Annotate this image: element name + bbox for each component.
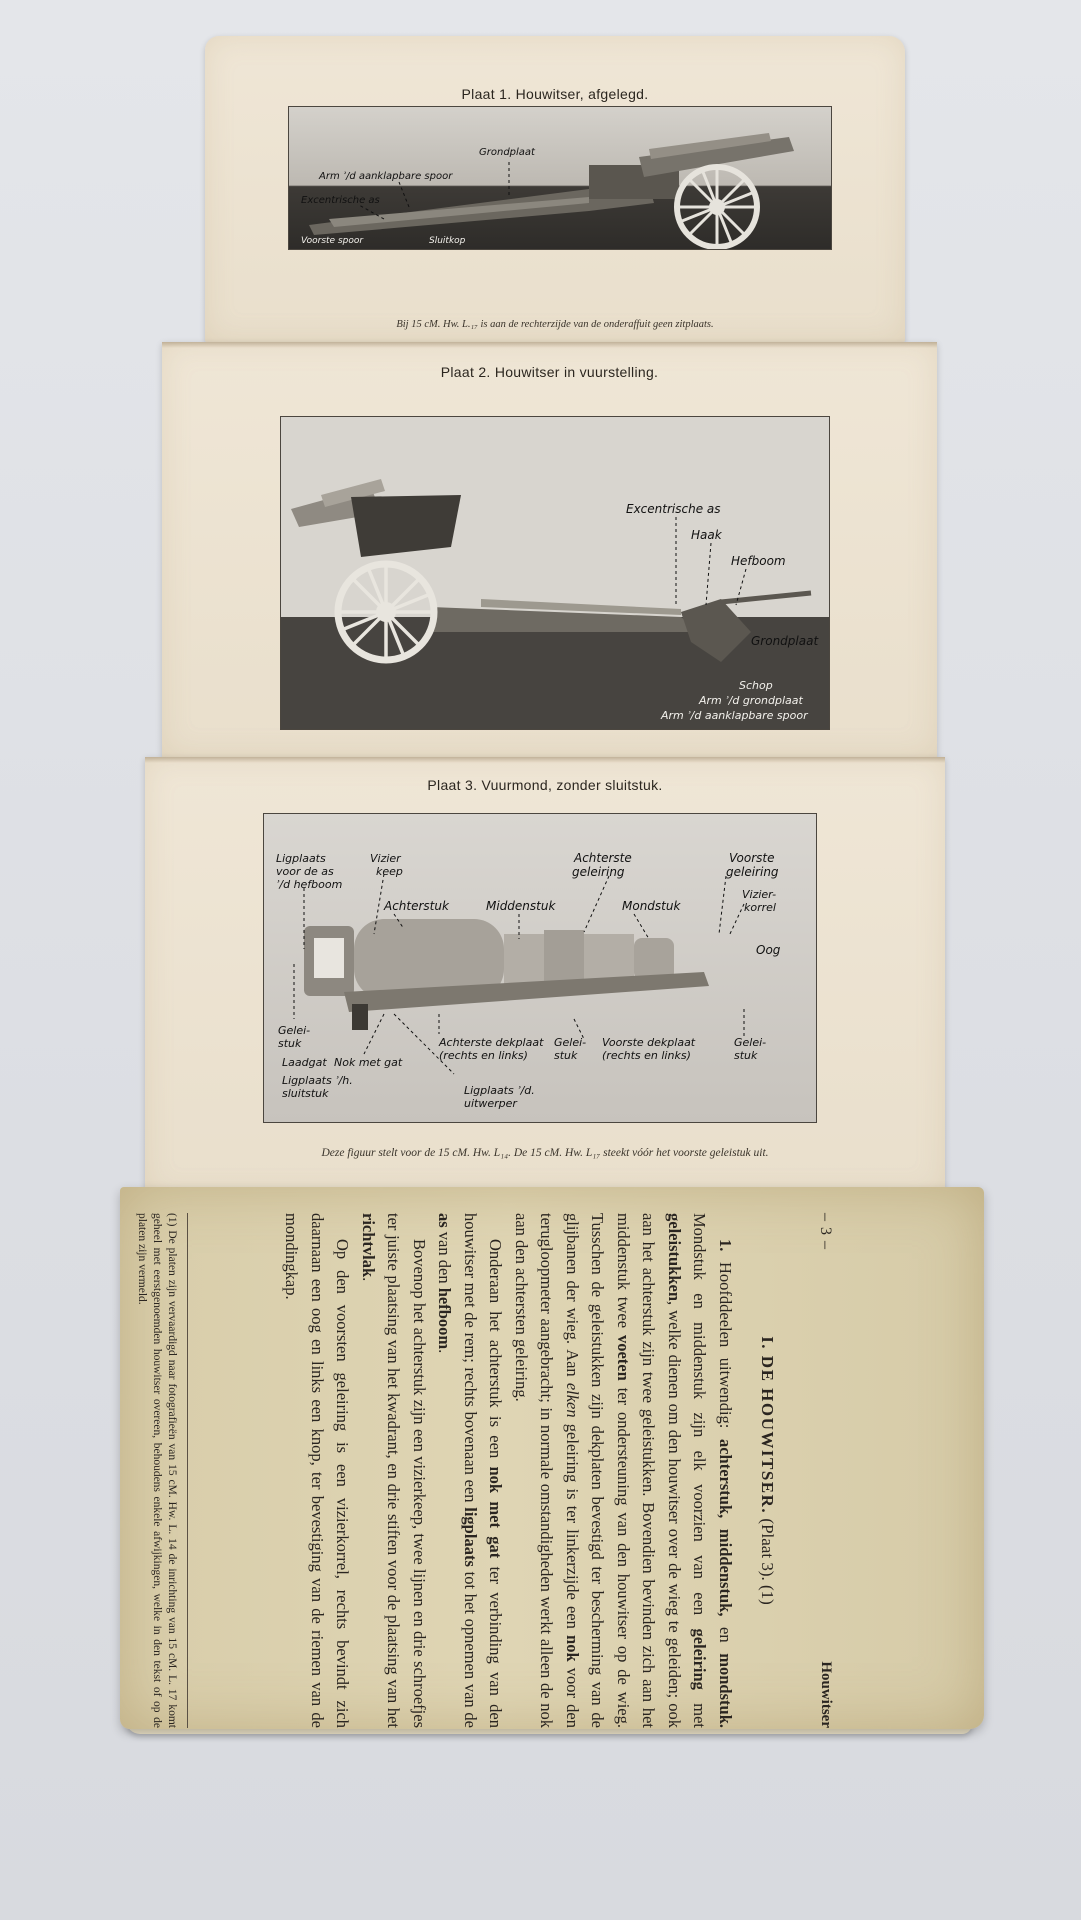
plate-3-label-voorste-dekplaat-1: Voorste dekplaat	[602, 1036, 696, 1049]
plate-2-label-schop: Schop	[739, 679, 773, 692]
plate-2-label-hefboom: Hefboom	[731, 554, 786, 568]
plate-3-label-uitwerper-2: uitwerper	[464, 1097, 517, 1110]
barrel-without-breech-illustration	[264, 814, 816, 1122]
page-body	[279, 1213, 738, 1728]
plate-1-label-sluitkop: Sluitkop	[429, 236, 466, 246]
running-head	[808, 1213, 838, 1728]
svg-text:Voorste geleiring	[726, 851, 779, 879]
plate-3-label-middenstuk: Middenstuk	[486, 899, 556, 913]
plate-3-label-geleiring: geleiring	[572, 865, 625, 879]
plate-1-photo	[288, 106, 832, 250]
plate-1-label-arm: Arm ʾ/d aanklapbare spoor	[319, 171, 453, 182]
svg-text:Ligplaats ʾ/h. sluit	[282, 1074, 356, 1100]
howitzer-lowered-illustration	[289, 107, 831, 249]
svg-text:Gelei- stuk	[734, 1036, 770, 1062]
plate-3-label-voor-de-as: voor de as	[276, 865, 334, 878]
plate-1-title: Plaat 1. Houwitser, afgelegd.	[461, 86, 649, 102]
plate-3-label-hefboom: ʾ/d hefboom	[276, 878, 343, 891]
plate-3-label-geleiring-front: geleiring	[726, 865, 779, 879]
plate-3-label-voorste-dekplaat-2: (rechts en links)	[602, 1049, 691, 1062]
plate-1-note: Bij 15 cM. Hw. L.₁₇ is aan de rechterzijde van de onderaffuit geen zitplaats.	[396, 319, 714, 330]
plate-3-photo	[263, 813, 817, 1123]
plate-3-label-ligplaats-sluitstuk-2: sluitstuk	[282, 1087, 329, 1100]
plate-3-label-vizier-korrel: Vizier-	[742, 888, 777, 901]
plate-2-label-haak: Haak	[691, 528, 722, 542]
plate-3-label-achterstuk: Achterstuk	[384, 899, 449, 913]
plate-2-title: Plaat 2. Houwitser in vuurstelling.	[440, 364, 659, 380]
paragraph-2: Onderaan het achterstuk is een nok met gat ter verbinding van den houwitser met de rem; rechts bovenaan een ligplaats tot het opnemen van de as van den hefboom.	[435, 1213, 506, 1728]
plate-3-label-uitwerper-1: Ligplaats ʾ/d.	[464, 1084, 535, 1097]
plate-3-label-nok: Nok met gat	[334, 1056, 403, 1069]
plate-1-sheet	[205, 36, 905, 342]
running-title: Houwitser	[818, 1661, 834, 1728]
plate-3-label-mondstuk: Mondstuk	[622, 899, 681, 913]
plate-3-label-geleistuk-right-1: Gelei-	[734, 1036, 767, 1049]
plate-3-label-achterste-dekplaat-2: (rechts en links)	[439, 1049, 528, 1062]
section-heading	[755, 1213, 781, 1728]
svg-text:Vizier keep	[370, 852, 404, 878]
plate-2-label-grondplaat: Grondplaat	[751, 634, 819, 648]
section-title: I. DE HOUWITSER.	[758, 1336, 777, 1515]
howitzer-firing-position-illustration	[281, 417, 829, 729]
plate-3-label-geleistuk-left-2: stuk	[278, 1037, 302, 1050]
plate-1-label-grondplaat: Grondplaat	[479, 147, 535, 158]
rotated-page-text	[68, 1213, 838, 1728]
page-number: – 3 –	[817, 1213, 834, 1250]
plate-3-label-vizier: Vizier	[370, 852, 401, 865]
plate-3-label-korrel: korrel	[744, 901, 776, 914]
plate-3-label-achterste-dekplaat-1: Achterste dekplaat	[439, 1036, 544, 1049]
plate-3-sheet	[145, 757, 945, 1197]
plate-3-label-voorste: Voorste	[729, 851, 775, 865]
plate-2-photo	[280, 416, 830, 730]
paragraph-4: Op den voorsten geleiring is een vizierkorrel, rechts bevindt zich daarnaan een oog en links een knop, ter bevestiging van de riemen van de mondingkap.	[282, 1213, 353, 1728]
paragraph-1: 1. Hoofddeelen uitwendig: achterstuk, middenstuk, en mondstuk. Mondstuk en middenstuk zijn elk voorzien van een geleiring met geleistukken, welke dienen om den houwitser over de wieg te geleiden; ook aan het achterstuk zijn twee geleistukken. Bovendien bevinden zich aan het middenstuk twee voeten ter ondersteuning van den houwitser op de wieg. Tusschen de geleistukken zijn dekplaten bevestigd ter bescherming van de glijbanen der wieg. Aan elken geleiring is ter linkerzijde een nok voor den terugloopmeter aangebracht; in normale omstandigheden werkt alleen de nok aan den achtersten geleiring.	[512, 1213, 735, 1728]
plate-2-label-arm-spoor: Arm ʾ/d aanklapbare spoor	[661, 709, 808, 722]
plate-2-label-excentrische-as: Excentrische as	[626, 502, 721, 516]
plate-3-label-geleistuk-left-1: Gelei-	[278, 1024, 311, 1037]
plate-3-label-geleistuk-mid-1: Gelei-	[554, 1036, 587, 1049]
footnote: (1) De platen zijn vervaardigd naar fotografieën van 15 cM. Hw. L. 14 de inrichting van 15 cM. L. 17 komt geheel met eerstgenoemden houwitser overeen, behoudens enkele afwijkingen, welke in den tekst of op de platen zijn vermeld.	[134, 1213, 188, 1728]
svg-text:Vizier- korrel	[742, 888, 780, 914]
plate-3-label-oog: Oog	[756, 943, 781, 957]
plate-3-label-keep: keep	[376, 865, 403, 878]
plate-1-label-excentrische-as: Excentrische as	[301, 195, 380, 206]
plate-3-label-geleistuk-right-2: stuk	[734, 1049, 758, 1062]
plate-3-label-ligplaats-sluitstuk-1: Ligplaats ʾ/h.	[282, 1074, 353, 1087]
svg-text:Ligplaats voor de as	[276, 852, 342, 891]
svg-text:Gelei- stuk	[278, 1024, 314, 1050]
plate-2-label-arm-grondplaat: Arm ʾ/d grondplaat	[699, 694, 803, 707]
svg-text:Achterste dekplaat (	[438, 1036, 547, 1062]
section-ref: (Plaat 3). (1)	[758, 1518, 777, 1605]
paragraph-3: Bovenop het achterstuk zijn een vizierkeep, twee lijnen en drie schroefjes ter juiste plaatsing van het kwadrant, en drie stiften voor de plaatsing van het richtvlak.	[359, 1213, 429, 1728]
fold-line	[145, 757, 945, 763]
plate-3-label-ligplaats: Ligplaats	[276, 852, 326, 865]
plate-3-label-laadgat: Laadgat	[282, 1056, 327, 1069]
plate-3-label-achterste: Achterste	[574, 851, 632, 865]
svg-text:Ligplaats ʾ/d. uitwe	[464, 1084, 538, 1110]
plate-3-label-geleistuk-mid-2: stuk	[554, 1049, 578, 1062]
plate-1-label-voorste-spoor: Voorste spoor	[301, 236, 364, 246]
plate-3-title: Plaat 3. Vuurmond, zonder sluitstuk.	[427, 777, 663, 793]
plate-2-sheet	[162, 342, 937, 757]
plate-3-note: Deze figuur stelt voor de 15 cM. Hw. L₁₄. De 15 cM. Hw. L₁₇ steekt vóór het voorste geleistuk uit.	[321, 1147, 769, 1159]
svg-text:Gelei- stuk	[554, 1036, 590, 1062]
svg-text:Achterste geleiring	[572, 851, 636, 879]
svg-text:Voorste dekplaat (re	[602, 1036, 699, 1062]
fold-line	[162, 342, 937, 348]
